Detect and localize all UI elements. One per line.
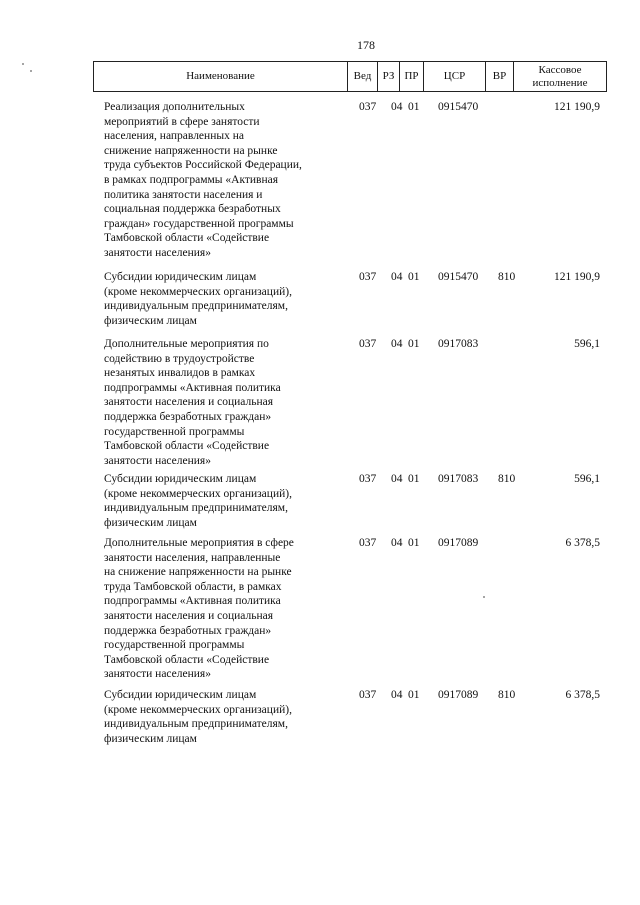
row-csr: 0915470 [438,271,479,283]
row-rz: 04 [391,473,403,485]
table-header [93,61,607,92]
row-pr: 01 [408,338,420,350]
row-ved: 037 [359,101,377,113]
row-csr: 0917083 [438,338,479,350]
row-pr: 01 [408,537,420,549]
row-pr: 01 [408,271,420,283]
row-csr: 0917089 [438,689,479,701]
header-ved: Вед [348,62,378,91]
row-pr: 01 [408,473,420,485]
row-amount: 596,1 [574,338,600,350]
row-ved: 037 [359,473,377,485]
row-name: Субсидии юридическим лицам (кроме некоммерческих организаций), индивидуальным предпринимателям, физическим лицам [104,271,292,327]
row-rz: 04 [391,338,403,350]
header-vr: ВР [486,62,514,91]
scan-speck [483,596,485,598]
row-rz: 04 [391,689,403,701]
row-vr: 810 [498,473,516,485]
row-amount: 121 190,9 [554,271,600,283]
row-name: Субсидии юридическим лицам (кроме некоммерческих организаций), индивидуальным предпринимателям, физическим лицам [104,689,292,745]
row-rz: 04 [391,271,403,283]
row-name: Дополнительные мероприятия в сфере занятости населения, направленные на снижение напряженности на рынке труда Тамбовской области, в рамках подпрограммы «Активная политика занятости населения и социальная поддержка безработных граждан» государственной программы Тамбовской области «Содействие занятости населения» [104,537,294,681]
page-number: 178 [357,38,375,52]
header-rz: РЗ [378,62,400,91]
scan-speck [30,70,32,72]
header-pr: ПР [400,62,424,91]
row-ved: 037 [359,689,377,701]
row-vr: 810 [498,271,516,283]
row-rz: 04 [391,537,403,549]
row-amount: 6 378,5 [565,537,600,549]
row-pr: 01 [408,689,420,701]
row-csr: 0917083 [438,473,479,485]
row-amount: 596,1 [574,473,600,485]
header-csr: ЦСР [424,62,486,91]
header-name: Наименование [94,62,348,91]
row-amount: 6 378,5 [565,689,600,701]
row-rz: 04 [391,101,403,113]
row-name: Дополнительные мероприятия по содействию в трудоустройстве незанятых инвалидов в рамках подпрограммы «Активная политика занятости населения и социальная поддержка безработных граждан» государственной программы Тамбовской области «Содействие занятости населения» [104,338,281,467]
row-vr: 810 [498,689,516,701]
row-pr: 01 [408,101,420,113]
row-csr: 0915470 [438,101,479,113]
row-name: Субсидии юридическим лицам (кроме некоммерческих организаций), индивидуальным предпринимателям, физическим лицам [104,473,292,529]
row-csr: 0917089 [438,537,479,549]
scan-speck [22,63,24,65]
row-amount: 121 190,9 [554,101,600,113]
row-ved: 037 [359,537,377,549]
header-amount: Кассовое исполнение [532,63,588,89]
row-ved: 037 [359,271,377,283]
row-name: Реализация дополнительных мероприятий в сфере занятости населения, направленных на снижение напряженности на рынке труда субъектов Российской Федерации, в рамках подпрограммы «Активная политика занятости населения и социальная поддержка безработных граждан» государственной программы Тамбовской области «Содействие занятости населения» [104,101,302,259]
row-ved: 037 [359,338,377,350]
